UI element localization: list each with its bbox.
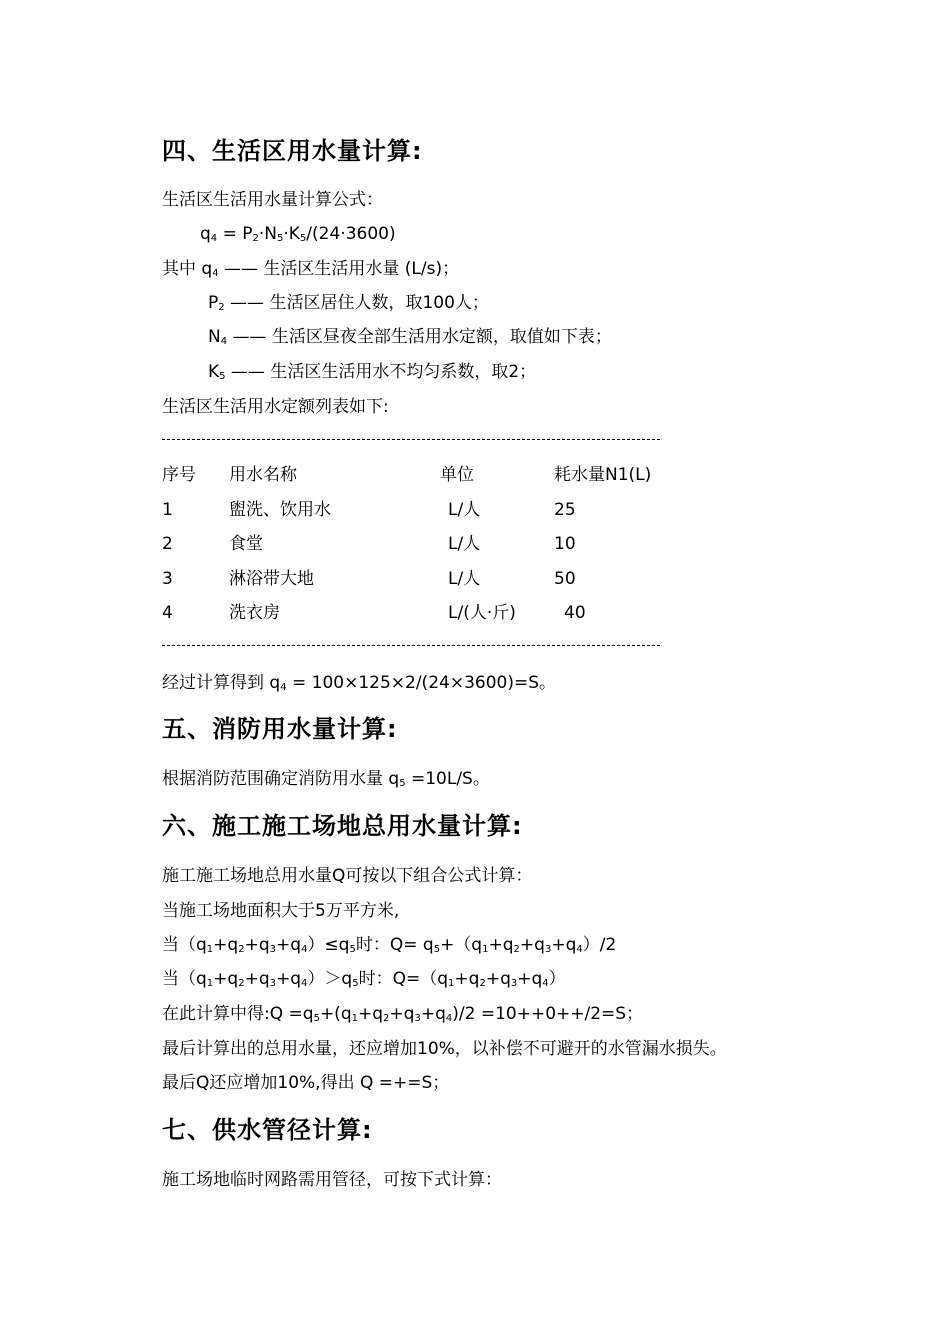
- table-cell: 食堂: [229, 534, 263, 554]
- table-cell: 1: [162, 500, 173, 520]
- formula-intro: 生活区生活用水量计算公式：: [162, 190, 383, 210]
- formula-q4: $q_4 = P_2\cdot N_5\cdot K_5/(24\cdot 3600)$: [200, 224, 396, 244]
- area-condition-line: 当施工场地面积大于5万平方米,: [162, 901, 400, 921]
- section-7-heading: 七、供水管径计算:: [162, 1116, 373, 1144]
- section-4-heading: 四、生活区用水量计算:: [162, 137, 423, 165]
- table-cell: 淋浴带大地: [229, 569, 314, 589]
- q4-result-line: 经过计算得到 $q_4 = 100\times 125\times 2/(24\times 3600)=S$。: [162, 673, 556, 693]
- table-cell: 2: [162, 534, 173, 554]
- table-cell: 4: [162, 603, 173, 623]
- table-cell: 40: [564, 603, 586, 623]
- total-water-intro: 施工施工场地总用水量Q可按以下组合公式计算：: [162, 866, 533, 886]
- table-bottom-rule: [162, 645, 660, 646]
- table-intro: 生活区生活用水定额列表如下:: [162, 397, 389, 417]
- table-cell: 盥洗、饮用水: [229, 500, 331, 520]
- where-q4-line: 其中 $q_4$ —— 生活区生活用水量 (L/s)；: [162, 259, 460, 279]
- where-n4-line: $N_4$ —— 生活区昼夜全部生活用水定额，取值如下表；: [208, 327, 612, 347]
- table-header-cell: 序号: [162, 465, 196, 485]
- table-cell: 50: [554, 569, 576, 589]
- table-header-cell: 用水名称: [229, 465, 297, 485]
- final-q-line: 最后Q还应增加10%,得出 Q =+=S；: [162, 1073, 450, 1093]
- table-top-rule: [162, 439, 660, 440]
- table-header-cell: 单位: [440, 465, 474, 485]
- section-6-heading: 六、施工施工场地总用水量计算:: [162, 812, 523, 840]
- where-p2-line: $P_2$ —— 生活区居住人数，取100人；: [208, 293, 489, 313]
- table-header-cell: 耗水量N1(L): [554, 465, 652, 485]
- table-cell: 10: [554, 534, 576, 554]
- table-cell: L/人: [448, 569, 481, 589]
- leakage-note-line: 最后计算出的总用水量，还应增加10%，以补偿不可避开的水管漏水损失。: [162, 1039, 727, 1059]
- table-cell: L/人: [448, 500, 481, 520]
- section-5-heading: 五、消防用水量计算:: [162, 715, 398, 743]
- condition-1-line: 当$(q_1+q_2+q_3+q_4)\le q_5$时：$Q= q_5+(q_1+q_2+q_3+q_4)/2$: [162, 935, 617, 955]
- calc-result-line: 在此计算中得:Q $=q_5+(q_1+q_2+q_3+q_4)/2 =10++0++/2=S$；: [162, 1004, 644, 1024]
- fire-water-line: 根据消防范围确定消防用水量 $q_5 =10L/S$。: [162, 769, 490, 789]
- table-cell: L/人: [448, 534, 481, 554]
- pipe-diameter-intro: 施工场地临时网路需用管径，可按下式计算：: [162, 1170, 502, 1190]
- table-cell: 洗衣房: [229, 603, 280, 623]
- table-cell: 3: [162, 569, 173, 589]
- where-k5-line: $K_5$ —— 生活区生活用水不均匀系数，取2；: [208, 362, 537, 382]
- table-cell: L/(人·斤): [448, 603, 516, 623]
- condition-2-line: 当$(q_1+q_2+q_3+q_4)>q_5$时：$Q=(q_1+q_2+q_3+q_4)$: [162, 969, 566, 989]
- table-cell: 25: [554, 500, 576, 520]
